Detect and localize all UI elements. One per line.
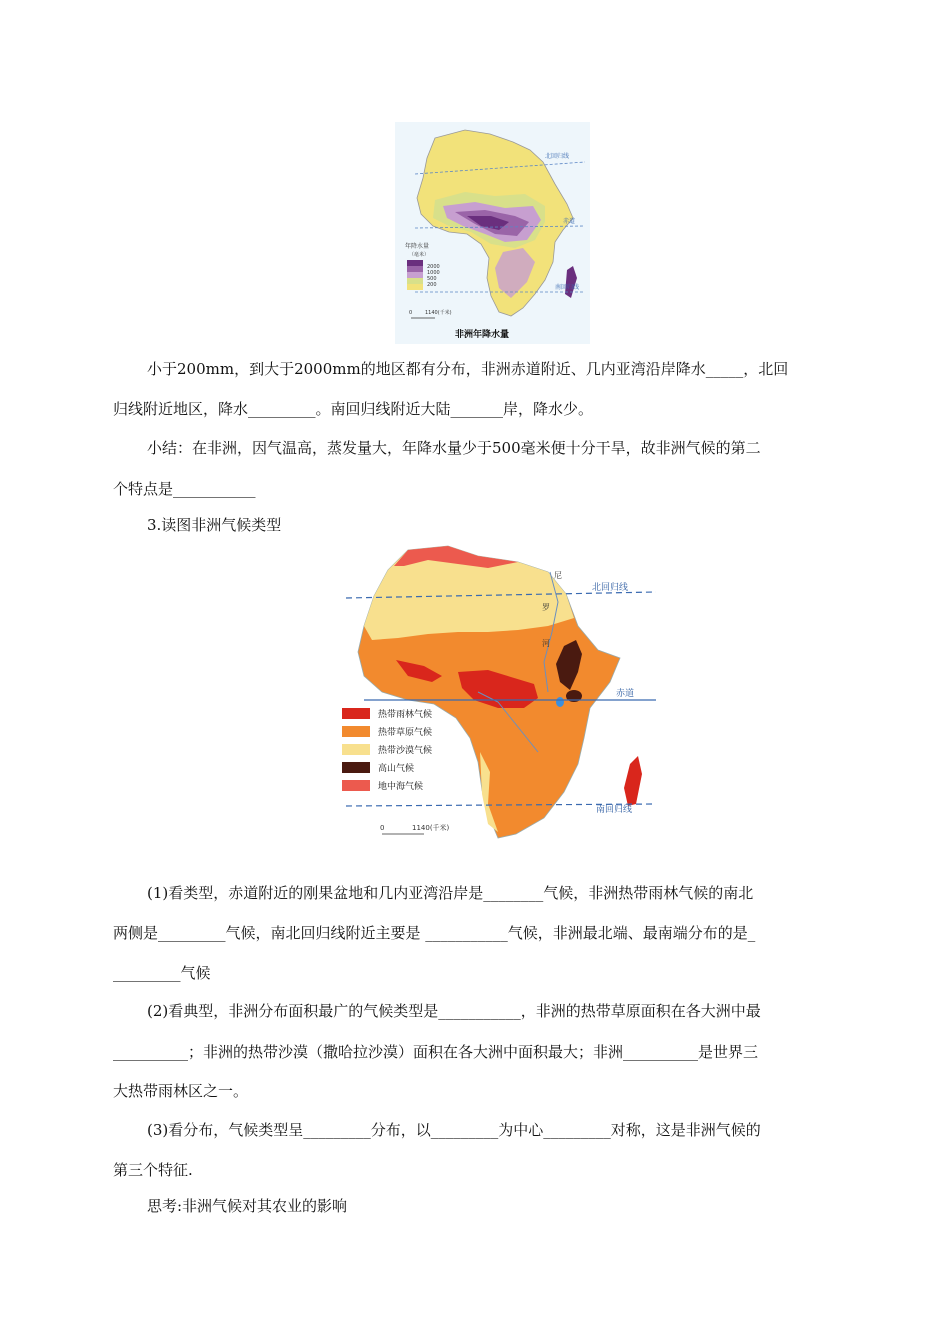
q1-line3: _________气候 [113,964,211,982]
svg-text:1000: 1000 [427,270,440,276]
south-tropic-label: 南回归线 [596,805,633,815]
equator-label: 赤道 [616,689,635,699]
para1-line1: 小于200mm，到大于2000mm的地区都有分布，非洲赤道附近、几内亚湾沿岸降水_____，北回 [147,360,789,378]
thinking-prompt: 思考:非洲气候对其农业的影响 [147,1197,348,1215]
precip-legend-unit: （毫米） [409,252,430,258]
summary-line1: 小结：在非洲，因气温高，蒸发量大，年降水量少于500毫米便十分干旱，故非洲气候的第二 [147,439,761,457]
legend-desert: 热带沙漠气候 [378,746,433,756]
q3-line1: (3)看分布，气候类型呈_________分布，以_________为中心_________对称，这是非洲气候的 [147,1121,761,1139]
q2-line2: __________；非洲的热带沙漠（撒哈拉沙漠）面积在各大洲中面积最大；非洲__________是世界三 [113,1043,759,1061]
svg-text:2000: 2000 [427,264,440,270]
nile-char-1: 尼 [554,571,562,580]
svg-text:0: 0 [380,824,385,832]
nile-char-2: 罗 [542,603,550,612]
svg-text:500: 500 [427,276,437,282]
precip-scale-text: 1140(千米) [425,310,452,316]
q3-line2: 第三个特征. [113,1161,193,1179]
equator-label-small: 赤道 [563,218,576,225]
q1-line1: (1)看类型，赤道附近的刚果盆地和几内亚湾沿岸是________气候，非洲热带雨林气候的南北 [147,884,754,902]
precipitation-map [395,122,590,344]
nile-char-3: 河 [542,639,550,648]
north-tropic-label-small: 北回归线 [545,153,570,160]
q2-line1: (2)看典型，非洲分布面积最广的气候类型是___________，非洲的热带草原面积在各大洲中最 [147,1002,761,1020]
precip-map-caption: 非洲年降水量 [455,330,510,340]
para1-line2: 归线附近地区，降水_________。南回归线附近大陆_______岸，降水少。 [113,400,594,418]
q1-line2: 两侧是_________气候，南北回归线附近主要是 ___________气候，非洲最北端、最南端分布的是_ [113,924,756,942]
legend-savanna: 热带草原气候 [378,728,433,738]
legend-rainforest: 热带雨林气候 [378,710,433,720]
summary-line2: 个特点是___________ [113,480,256,498]
question3-title: 3.读图非洲气候类型 [147,516,282,534]
north-tropic-label: 北回归线 [592,583,629,593]
svg-text:0: 0 [409,310,413,316]
q2-line3: 大热带雨林区之一。 [113,1082,249,1100]
legend-mediterranean: 地中海气候 [378,782,424,792]
climate-map [338,542,660,854]
precip-legend-title: 年降水量 [405,243,430,250]
south-tropic-label-small: 南回归线 [555,284,580,291]
legend-highland: 高山气候 [378,764,415,774]
svg-text:200: 200 [427,282,437,288]
climate-scale-text: 1140(千米) [412,824,450,832]
